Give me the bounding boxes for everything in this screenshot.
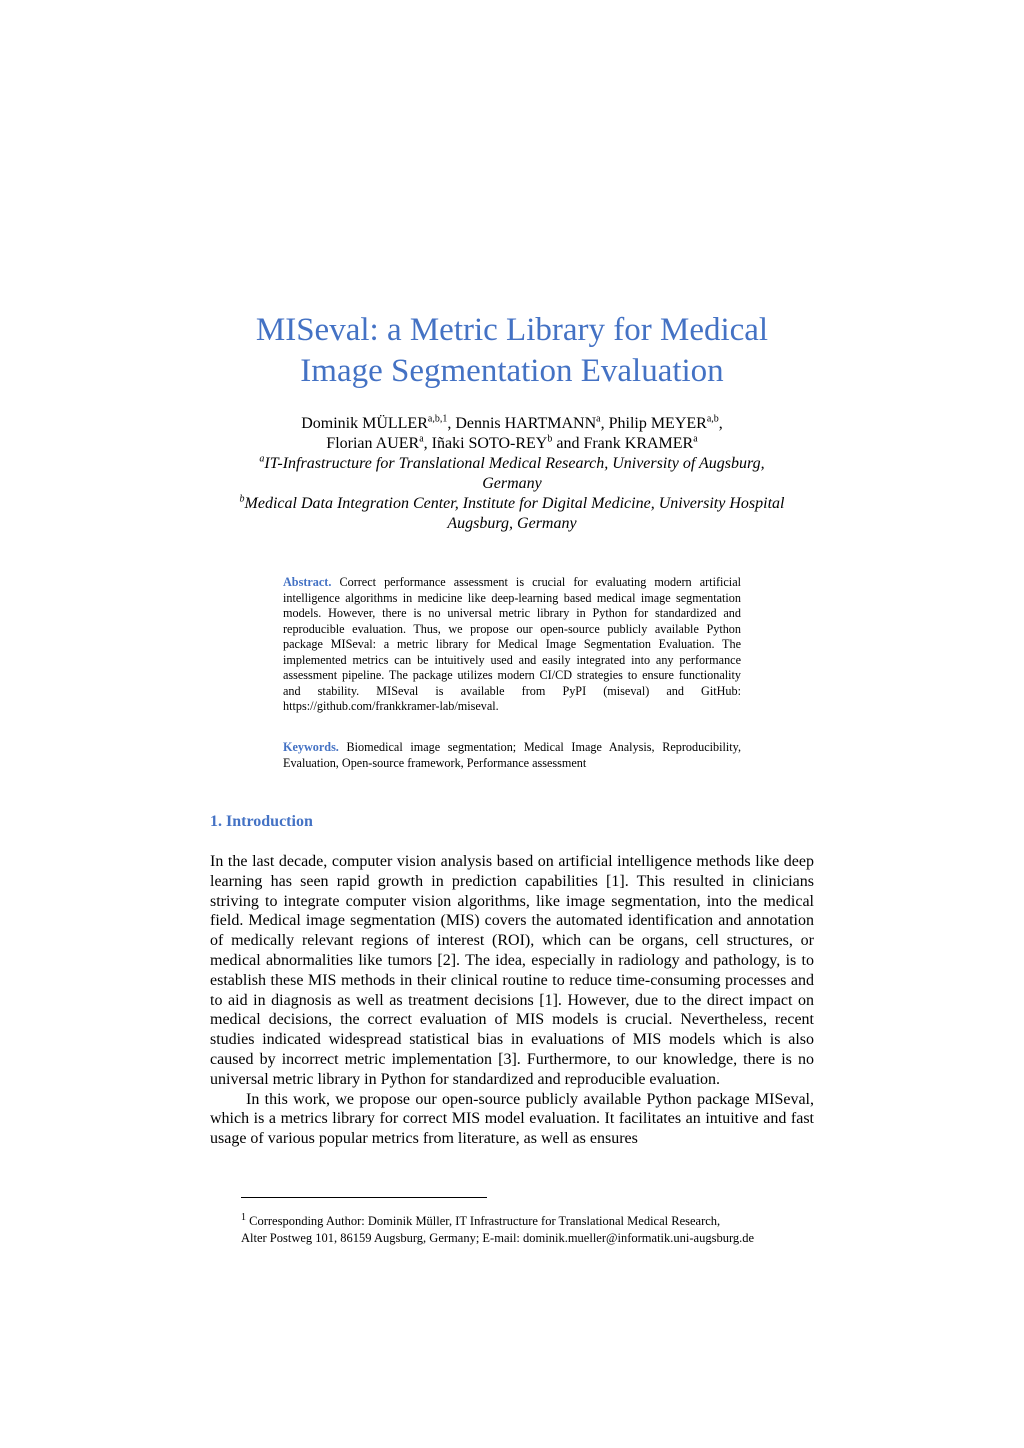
author-line-1: Dominik MÜLLER$^{a,b,1}$, Dennis HARTMANN$^a$, Philip MEYER$^{a,b}$,: [301, 413, 723, 432]
affiliation-b: $^b$Medical Data Integration Center, Institute for Digital Medicine, University Hospital Augsburg, Germany: [239, 493, 785, 532]
section-heading-introduction: 1. Introduction: [210, 813, 313, 830]
author-line-2: Florian AUER$^a$, Iñaki SOTO-REY$^b$ and Frank KRAMER$^a$: [326, 433, 698, 452]
footnote-divider: [241, 1197, 487, 1198]
abstract: [283, 575, 741, 715]
keywords-text: Biomedical image segmentation; Medical Image Analysis, Reproducibility, Evaluation, Open-source framework, Performance assessment: [283, 740, 741, 770]
abstract-text: Correct performance assessment is crucial for evaluating modern artificial intelligence algorithms in medicine like deep-learning based medical image segmentation models. However, there is no universal metric library in Python for standardized and reproducible evaluation. Thus, we propose our open-source publicly available Python package MISeval: a metric library for Medical Image Segmentation Evaluation. The implemented metrics can be intuitively used and easily integrated into any performance assessment pipeline. The package utilizes modern CI/CD strategies to ensure functionality and stability. MISeval is available from PyPI (miseval) and GitHub: https://github.com/frankkramer-lab/miseval.: [283, 575, 741, 713]
title-line-2: Image Segmentation Evaluation: [300, 353, 724, 389]
keywords: [283, 739, 741, 771]
author-block: [180, 414, 844, 534]
paragraph: In this work, we propose our open-source publicly available Python package MISeval, which is a metrics library for correct MIS model evaluation. It facilitates an intuitive and fast usage of various popular metrics from literature, as well as ensures: [210, 1090, 814, 1148]
abstract-label: Abstract.: [283, 575, 332, 589]
introduction-body: [210, 852, 814, 1149]
affiliation-a: $^a$IT-Infrastructure for Translational Medical Research, University of Augsburg, Germany: [259, 453, 765, 492]
footnote: $^1$ Corresponding Author: Dominik Müller, IT Infrastructure for Translational Medical Research, Alter Postweg 101, 86159 Augsburg, Germany; E-mail: dominik.mueller@informatik.uni-augsburg.de: [241, 1212, 755, 1246]
paper-title: [200, 310, 824, 392]
paragraph: In the last decade, computer vision analysis based on artificial intelligence methods like deep learning has seen rapid growth in prediction capabilities [1]. This resulted in clinicians striving to integrate computer vision algorithms, like image segmentation, into the medical field. Medical image segmentation (MIS) covers the automated identification and annotation of medically relevant regions of interest (ROI), which can be organs, cell structures, or medical abnormalities like tumors [2]. The idea, especially in radiology and pathology, is to establish these MIS methods in their clinical routine to reduce time-consuming processes and to aid in diagnosis as well as treatment decisions [1]. However, due to the direct impact on medical decisions, the correct evaluation of MIS models is crucial. Nevertheless, recent studies indicated widespread statistical bias in evaluations of MIS models which is also caused by incorrect metric implementation [3]. Furthermore, to our knowledge, there is no universal metric library in Python for standardized and reproducible evaluation.: [210, 853, 814, 1088]
keywords-label: Keywords.: [283, 740, 339, 754]
footnote-mark: 1: [241, 1212, 246, 1223]
title-line-1: MISeval: a Metric Library for Medical: [255, 312, 769, 348]
